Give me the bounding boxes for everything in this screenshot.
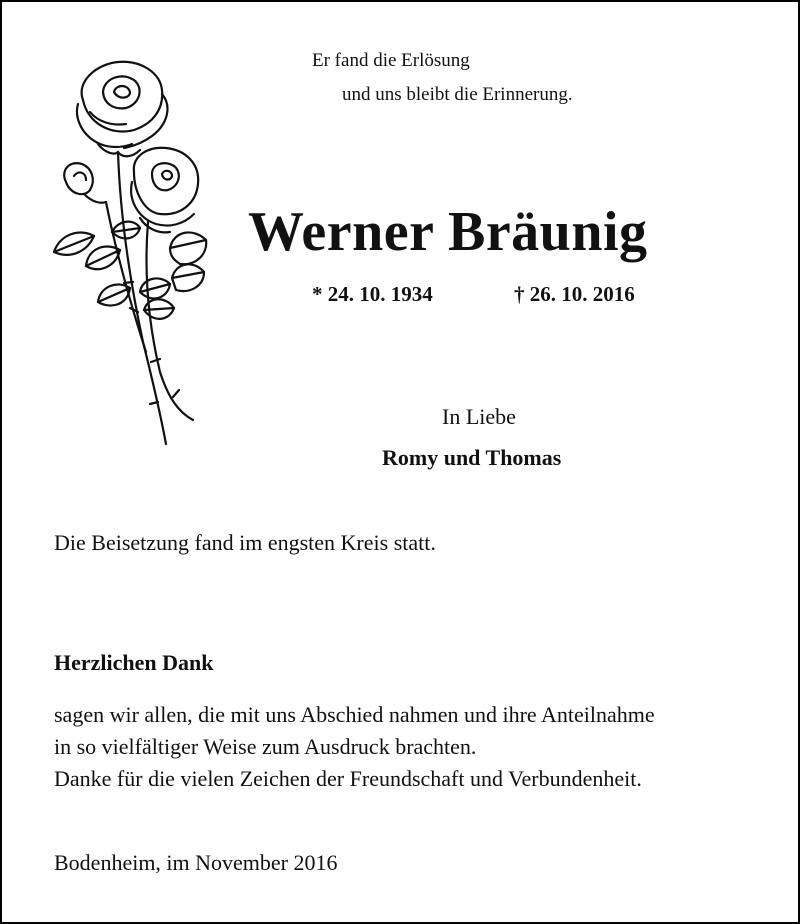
funeral-note: Die Beisetzung fand im engsten Kreis statt. [54,530,436,555]
deceased-name: Werner Bräunig [248,201,648,263]
death-date: † 26. 10. 2016 [514,282,635,306]
thanks-line: sagen wir allen, die mit uns Abschied nahmen und ihre Anteilnahme [54,702,655,727]
rose-illustration-icon [48,52,208,452]
motto-line-1: Er fand die Erlösung [312,50,470,71]
place-date: Bodenheim, im November 2016 [54,850,338,875]
motto-line-2: und uns bleibt die Erinnerung. [342,84,573,105]
thanks-line: in so vielfältiger Weise zum Ausdruck brachten. [54,734,477,759]
thanks-line: Danke für die vielen Zeichen der Freundschaft und Verbundenheit. [54,766,642,791]
thanks-heading: Herzlichen Dank [54,650,214,675]
birth-date: * 24. 10. 1934 [312,282,433,306]
mourners-names: Romy und Thomas [382,445,562,470]
in-love-label: In Liebe [442,404,516,429]
